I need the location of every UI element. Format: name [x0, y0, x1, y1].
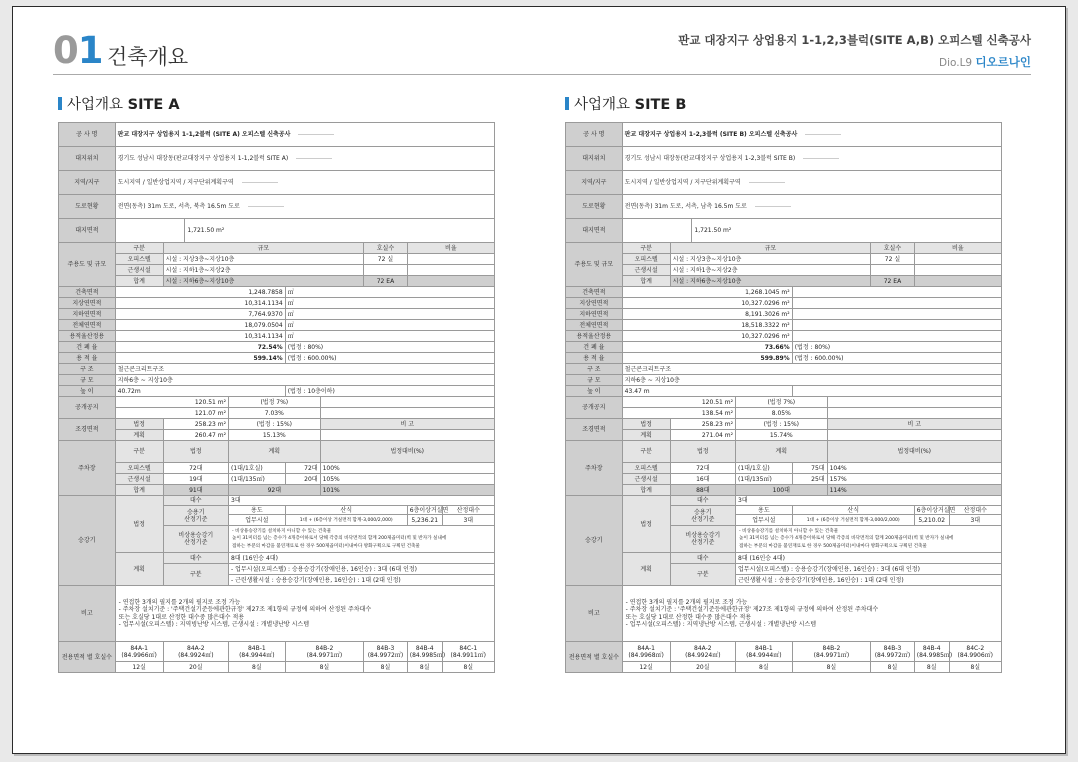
cell: 승용기 산정기준 — [163, 506, 228, 526]
cell: 산식 — [285, 506, 407, 515]
cell: 599.89% — [622, 353, 792, 364]
site-title: 사업개요 SITE A — [58, 95, 495, 115]
cell: 경기도 성남시 대장동(판교대장지구 상업용지 1-1,2블럭 SITE A) — [115, 147, 494, 171]
cell: 근생시설 — [622, 474, 670, 485]
cell: 비율 — [407, 243, 494, 254]
cell: (법정 : 15%) — [736, 419, 828, 430]
project-header — [678, 32, 1031, 70]
cell: 도로현황 — [566, 195, 623, 219]
cell: - 연접한 3개의 필지를 2개의 필지로 조정 가능 - 주차장 설치기준 : '주택건설기준등에관한규정' 제27조 제1항의 규정에 의하여 산정된 주차대수 또는 호실당 1대로 산정한 대수중 많은대수 적용 - 업무시설(오피스텔) : 지역냉난방 시스템, 근생시설 : 개별냉난방 시스템 — [622, 586, 1001, 642]
summary-table — [565, 122, 1002, 673]
cell: 1대 + (6층이상 거실면적 합계-3,000/2,000) — [792, 515, 914, 526]
cell: 구분 — [670, 564, 735, 586]
cell: (1대/135㎡) — [229, 474, 286, 485]
cell: 경기도 성남시 대장동(판교대장지구 상업용지 1-2,3블럭 SITE B) — [622, 147, 1001, 171]
cell: 75대 — [792, 463, 827, 474]
cell: (법정 : 600.00%) — [285, 353, 494, 364]
cell: 5,210.02 — [914, 515, 949, 526]
cell: 지역/지구 — [59, 171, 116, 195]
cell: 비 고 — [827, 419, 1001, 430]
cell: 20대 — [285, 474, 320, 485]
cell: 용 적 율 — [566, 353, 623, 364]
cell: 10,327.0296 m² — [622, 298, 792, 309]
cell: 근생시설 — [115, 265, 163, 276]
cell: 72대 — [670, 463, 735, 474]
cell: 법정 — [163, 441, 228, 463]
cell: 비상용승강기 산정기준 — [670, 526, 735, 553]
cell: 7.03% — [229, 408, 321, 419]
cell: 오피스텔 — [622, 254, 670, 265]
cell: 전면(동측) 31m 도로, 서측, 남측 16.5m 도로 — [622, 195, 1001, 219]
cell: 84B-2 (84.9971㎡) — [285, 642, 363, 662]
cell: 계획 — [622, 553, 670, 586]
cell: 법정 — [622, 419, 670, 430]
cell: 높 이 — [59, 386, 116, 397]
cell: 84A-2 (84.9924㎡) — [670, 642, 735, 662]
cell: 지상연면적 — [566, 298, 623, 309]
cell: 주용도 및 규모 — [59, 243, 116, 287]
cell: - 비상용승강기를 설치하지 아니할 수 있는 건축물 높이 31미터를 넘는 층수가 4개층이하로서 당해 각층의 바닥면적의 합계 200제곱미터(벽 및 반자가 실내에 접하는 부분의 마감을 불연재료로 한 경우 500제곱미터)이내마다 방화구획으로 구획된 건축물 — [229, 526, 495, 553]
cell: 계획 — [229, 441, 321, 463]
cell — [792, 386, 1001, 397]
cell: 3대 — [949, 515, 1001, 526]
cell: (법정 7%) — [736, 397, 828, 408]
cell: 3대 — [442, 515, 494, 526]
cell: 1,721.50 m² — [185, 219, 495, 243]
cell: 대수 — [163, 496, 228, 506]
company-name: Dio.L9 디오르나인 — [938, 55, 1031, 69]
cell: 시설 : 지하1층~지상2층 — [670, 265, 871, 276]
cell: 법정대비(%) — [827, 441, 1001, 463]
cell — [792, 331, 1001, 342]
cell: 1,268.1045 m² — [622, 287, 792, 298]
cell: 시설 : 지하6층~지상10층 — [670, 276, 871, 287]
cell: 산정대수 — [442, 506, 494, 515]
cell: 8실 — [871, 662, 915, 673]
cell: 84B-4 (84.9985㎡) — [914, 642, 949, 662]
info-row — [566, 171, 1002, 195]
cell: 업무시설 — [229, 515, 286, 526]
cell: 84A-1 (84.9966㎡) — [115, 642, 163, 662]
cell: 업무시설 — [736, 515, 793, 526]
cell: 승강기 — [59, 496, 116, 586]
cell: 105% — [320, 474, 494, 485]
cell — [792, 309, 1001, 320]
cell: 120.51 m² — [115, 397, 228, 408]
cell: 8실 — [364, 662, 408, 673]
cell: 8실 — [285, 662, 363, 673]
cell: 산정대수 — [949, 506, 1001, 515]
cell: 근생시설 — [115, 474, 163, 485]
cell: 대지면적 — [566, 219, 623, 243]
cell: (1대/135㎡) — [736, 474, 793, 485]
cell: 승강기 — [566, 496, 623, 586]
cell: 114% — [827, 485, 1001, 496]
cell: 8실 — [736, 662, 793, 673]
cell: 구분 — [115, 243, 163, 254]
cell: 18,518.3322 m² — [622, 320, 792, 331]
cell: 판교 대장지구 상업용지 1-1,2블럭 (SITE A) 오피스텔 신축공사 — [115, 123, 494, 147]
cell: 높 이 — [566, 386, 623, 397]
cell: 전용면적 별 호실수 — [59, 642, 116, 673]
cell: 근생시설 — [622, 265, 670, 276]
cell: 산식 — [792, 506, 914, 515]
cell: 판교 대장지구 상업용지 1-2,3블럭 (SITE B) 오피스텔 신축공사 — [622, 123, 1001, 147]
cell: 1,248.7858 — [115, 287, 285, 298]
cell — [792, 320, 1001, 331]
scale-header-row — [59, 243, 495, 254]
cell: 84B-3 (84.9972㎡) — [364, 642, 408, 662]
cell: 72 EA — [364, 276, 408, 287]
cell: 84B-1 (84.9944㎡) — [229, 642, 286, 662]
summary-sheet — [565, 122, 1002, 732]
cell: 지하연면적 — [566, 309, 623, 320]
cell: 1대 + (6층이상 거실면적 합계-3,000/2,000) — [285, 515, 407, 526]
cell: 10,314.1134 — [115, 298, 285, 309]
cell: ㎡ — [285, 298, 494, 309]
cell: 호실수 — [364, 243, 408, 254]
cell: 1,721.50 m² — [692, 219, 1002, 243]
cell: 용적율산정용 — [59, 331, 116, 342]
cell: 비 고 — [320, 419, 494, 430]
cell: 건축면적 — [59, 287, 116, 298]
cell: (법정 : 80%) — [792, 342, 1001, 353]
cell: 84B-3 (84.9972㎡) — [871, 642, 915, 662]
cell: 84B-4 (84.9985㎡) — [407, 642, 442, 662]
cell: 지역/지구 — [566, 171, 623, 195]
cell: 구분 — [163, 564, 228, 586]
site-title: 사업개요 SITE B — [565, 95, 1002, 115]
cell: 비상용승강기 산정기준 — [163, 526, 228, 553]
info-row — [566, 195, 1002, 219]
cell: 전용면적 별 호실수 — [566, 642, 623, 673]
cell: 72 EA — [871, 276, 915, 287]
page-title: 건축개요 — [107, 45, 189, 69]
info-row — [566, 123, 1002, 147]
cell: 구분 — [622, 441, 670, 463]
cell: 비율 — [914, 243, 1001, 254]
cell: 철근콘크리트구조 — [622, 364, 1001, 375]
cell: 조경면적 — [59, 419, 116, 441]
info-row — [59, 171, 495, 195]
cell: 258.23 m² — [670, 419, 735, 430]
cell: 주차장 — [566, 441, 623, 496]
cell: 72.54% — [115, 342, 285, 353]
cell: 법정 — [622, 496, 670, 553]
cell: 승용기 산정기준 — [670, 506, 735, 526]
document-page — [12, 6, 1066, 754]
cell: 규모 — [670, 243, 871, 254]
info-row — [59, 123, 495, 147]
cell: 건 폐 율 — [59, 342, 116, 353]
cell: ㎡ — [285, 331, 494, 342]
title-bar-icon — [58, 97, 62, 110]
cell: 72대 — [163, 463, 228, 474]
cell: 구 조 — [566, 364, 623, 375]
cell: 91대 — [163, 485, 228, 496]
cell: 599.14% — [115, 353, 285, 364]
cell: 8.05% — [736, 408, 828, 419]
cell: 19대 — [163, 474, 228, 485]
cell: 법정 — [670, 441, 735, 463]
cell: 8대 (16인승 4대) — [229, 553, 495, 564]
cell: 대지위치 — [566, 147, 623, 171]
cell: 84C-2 (84.9906㎡) — [949, 642, 1001, 662]
cell: 비고 — [566, 586, 623, 642]
cell: 8실 — [442, 662, 494, 673]
cell: 10,327.0296 m² — [622, 331, 792, 342]
cell: 104% — [827, 463, 1001, 474]
cell: 철근콘크리트구조 — [115, 364, 494, 375]
cell: 8실 — [407, 662, 442, 673]
cell: 84B-2 (84.9971㎡) — [792, 642, 870, 662]
cell: 비고 — [59, 586, 116, 642]
cell: 8실 — [229, 662, 286, 673]
cell: 구 조 — [59, 364, 116, 375]
cell: 8실 — [949, 662, 1001, 673]
cell: 12실 — [115, 662, 163, 673]
cell: 8실 — [792, 662, 870, 673]
cell: (법정 : 15%) — [229, 419, 321, 430]
cell: 138.54 m² — [622, 408, 735, 419]
cell: 규 모 — [566, 375, 623, 386]
cell: 84A-2 (84.9924㎡) — [163, 642, 228, 662]
cell: 43.47 m — [622, 386, 792, 397]
cell: 도시지역 / 일반상업지역 / 지구단위계획구역 — [622, 171, 1001, 195]
title-bar-icon — [565, 97, 569, 110]
cell: 법정대비(%) — [320, 441, 494, 463]
cell: 도로현황 — [59, 195, 116, 219]
cell: 건 폐 율 — [566, 342, 623, 353]
scale-header-row — [566, 243, 1002, 254]
cell — [792, 287, 1001, 298]
cell: 계획 — [115, 430, 163, 441]
cell: 규 모 — [59, 375, 116, 386]
cell: 72대 — [285, 463, 320, 474]
cell: 지하6층 ~ 지상10층 — [622, 375, 1001, 386]
info-row — [59, 195, 495, 219]
cell: 120.51 m² — [622, 397, 735, 408]
cell: 전체연면적 — [566, 320, 623, 331]
info-row — [566, 219, 1002, 243]
summary-table — [58, 122, 495, 673]
cell: 계획 — [736, 441, 828, 463]
cell: 합계 — [622, 276, 670, 287]
cell: 18,079.0504 — [115, 320, 285, 331]
cell: 대지면적 — [59, 219, 116, 243]
cell: 전체연면적 — [59, 320, 116, 331]
cell: 16대 — [670, 474, 735, 485]
cell: 8대 (16인승 4대) — [736, 553, 1002, 564]
cell: - 근린생활시설 : 승용승강기(장애인용, 16인승) : 1대 (2대 인정) — [229, 575, 495, 586]
cell: 도시지역 / 일반상업지역 / 지구단위계획구역 — [115, 171, 494, 195]
cell: 지하연면적 — [59, 309, 116, 320]
cell: 합계 — [115, 276, 163, 287]
cell: 15.13% — [229, 430, 321, 441]
cell: (1대/1호실) — [736, 463, 793, 474]
cell: ㎡ — [285, 287, 494, 298]
cell: 공 사 명 — [566, 123, 623, 147]
cell: 101% — [320, 485, 494, 496]
cell: 공개공지 — [566, 397, 623, 419]
cell: 3대 — [229, 496, 495, 506]
cell: - 업무시설(오피스텔) : 승용승강기(장애인용, 16인승) : 3대 (6대 인정) — [229, 564, 495, 575]
cell: 12실 — [622, 662, 670, 673]
cell: 구분 — [115, 441, 163, 463]
cell: 지하6층 ~ 지상10층 — [115, 375, 494, 386]
cell — [792, 298, 1001, 309]
cell: 합계 — [115, 485, 163, 496]
info-row — [59, 219, 495, 243]
cell: 시설 : 지상3층~지상10층 — [670, 254, 871, 265]
cell: 건축면적 — [566, 287, 623, 298]
cell: (법정 : 600.00%) — [792, 353, 1001, 364]
cell: - 연접한 3개의 필지를 2개의 필지로 조정 가능 - 주차장 설치기준 : '주택건설기준등에관한규정' 제27조 제1항의 규정에 의하여 산정된 주차대수 또는 호실당 1대로 산정한 대수중 많은대수 적용 - 업무시설(오피스텔) : 지역빙난방 시스템, 근생시설 : 개별냉난방 시스템 — [115, 586, 494, 642]
cell: 공 사 명 — [59, 123, 116, 147]
cell: 시설 : 지하1층~지상2층 — [163, 265, 364, 276]
info-row — [566, 147, 1002, 171]
cell: 계획 — [115, 553, 163, 586]
project-name: 판교 대장지구 상업용지 1-1,2,3블럭(SITE A,B) 오피스텔 신축공사 — [678, 33, 1031, 47]
cell: 10,314.1134 — [115, 331, 285, 342]
cell: 대수 — [670, 553, 735, 564]
cell: 대수 — [670, 496, 735, 506]
cell: 100% — [320, 463, 494, 474]
cell: 260.47 m² — [163, 430, 228, 441]
cell: 258.23 m² — [163, 419, 228, 430]
summary-sheet — [58, 122, 495, 732]
cell: 계획 — [622, 430, 670, 441]
cell: 40.72m — [115, 386, 285, 397]
site-b-section — [565, 95, 1002, 732]
header-divider — [53, 74, 1031, 75]
cell: 84B-1 (84.9944㎡) — [736, 642, 793, 662]
cell: 주용도 및 규모 — [566, 243, 623, 287]
cell: 주차장 — [59, 441, 116, 496]
cell: (법정 7%) — [229, 397, 321, 408]
cell: 100대 — [736, 485, 828, 496]
cell: 8실 — [914, 662, 949, 673]
cell: 121.07 m² — [115, 408, 228, 419]
cell: 8,191.3026 m² — [622, 309, 792, 320]
section-number: 01 — [53, 29, 103, 72]
cell: 전면(동측) 31m 도로, 서측, 북측 16.5m 도로 — [115, 195, 494, 219]
cell: 84A-1 (84.9968㎡) — [622, 642, 670, 662]
cell: ㎡ — [285, 320, 494, 331]
cell: 73.66% — [622, 342, 792, 353]
cell: - 비상용승강기를 설치하지 아니할 수 있는 건축물 높이 31미터를 넘는 층수가 4개층이하로서 당해 각층의 바닥면적의 합계 200제곱미터(벽 및 반자가 실내에 접하는 부분의 마감을 불연재료로 한 경우 500제곱미터)이내마다 방화구획으로 구획된 건축물 — [736, 526, 1002, 553]
cell: 25대 — [792, 474, 827, 485]
site-a-section — [58, 95, 495, 732]
cell: 88대 — [670, 485, 735, 496]
cell: 6층이상거실면 — [914, 506, 949, 515]
cell: 20실 — [670, 662, 735, 673]
cell: 대수 — [163, 553, 228, 564]
cell: 271.04 m² — [670, 430, 735, 441]
cell: 지상연면적 — [59, 298, 116, 309]
cell: 합계 — [622, 485, 670, 496]
cell: 근린생활시설 : 승용승강기(장애인용, 16인승) : 1대 (2대 인정) — [736, 575, 1002, 586]
cell: 157% — [827, 474, 1001, 485]
cell: 시설 : 지상3층~지상10층 — [163, 254, 364, 265]
cell: 용 적 율 — [59, 353, 116, 364]
cell: 20실 — [163, 662, 228, 673]
cell: 조경면적 — [566, 419, 623, 441]
cell: 호실수 — [871, 243, 915, 254]
cell: 대지위치 — [59, 147, 116, 171]
cell: 오피스텔 — [115, 254, 163, 265]
cell: (1대/1호실) — [229, 463, 286, 474]
cell: 공개공지 — [59, 397, 116, 419]
cell: 오피스텔 — [622, 463, 670, 474]
cell: 업무시설(오피스텔) : 승용승강기(장애인용, 16인승) : 3대 (6대 인정) — [736, 564, 1002, 575]
cell: 용도 — [229, 506, 286, 515]
cell: 92대 — [229, 485, 321, 496]
cell: 7,764.9370 — [115, 309, 285, 320]
cell: ㎡ — [285, 309, 494, 320]
cell: 72 실 — [364, 254, 408, 265]
cell: 시설 : 지하6층~지상10층 — [163, 276, 364, 287]
cell: 5,236.21 — [407, 515, 442, 526]
info-row — [59, 147, 495, 171]
cell: 84C-1 (84.9911㎡) — [442, 642, 494, 662]
cell: 오피스텔 — [115, 463, 163, 474]
cell: (법정 : 10층이하) — [285, 386, 494, 397]
cell: 법정 — [115, 496, 163, 553]
cell: 3대 — [736, 496, 1002, 506]
cell: 법정 — [115, 419, 163, 430]
cell: 용도 — [736, 506, 793, 515]
cell: (법정 : 80%) — [285, 342, 494, 353]
cell: 규모 — [163, 243, 364, 254]
cell: 6층이상거실면 — [407, 506, 442, 515]
cell: 용적율산정용 — [566, 331, 623, 342]
cell: 구분 — [622, 243, 670, 254]
cell: 72 실 — [871, 254, 915, 265]
cell: 15.74% — [736, 430, 828, 441]
